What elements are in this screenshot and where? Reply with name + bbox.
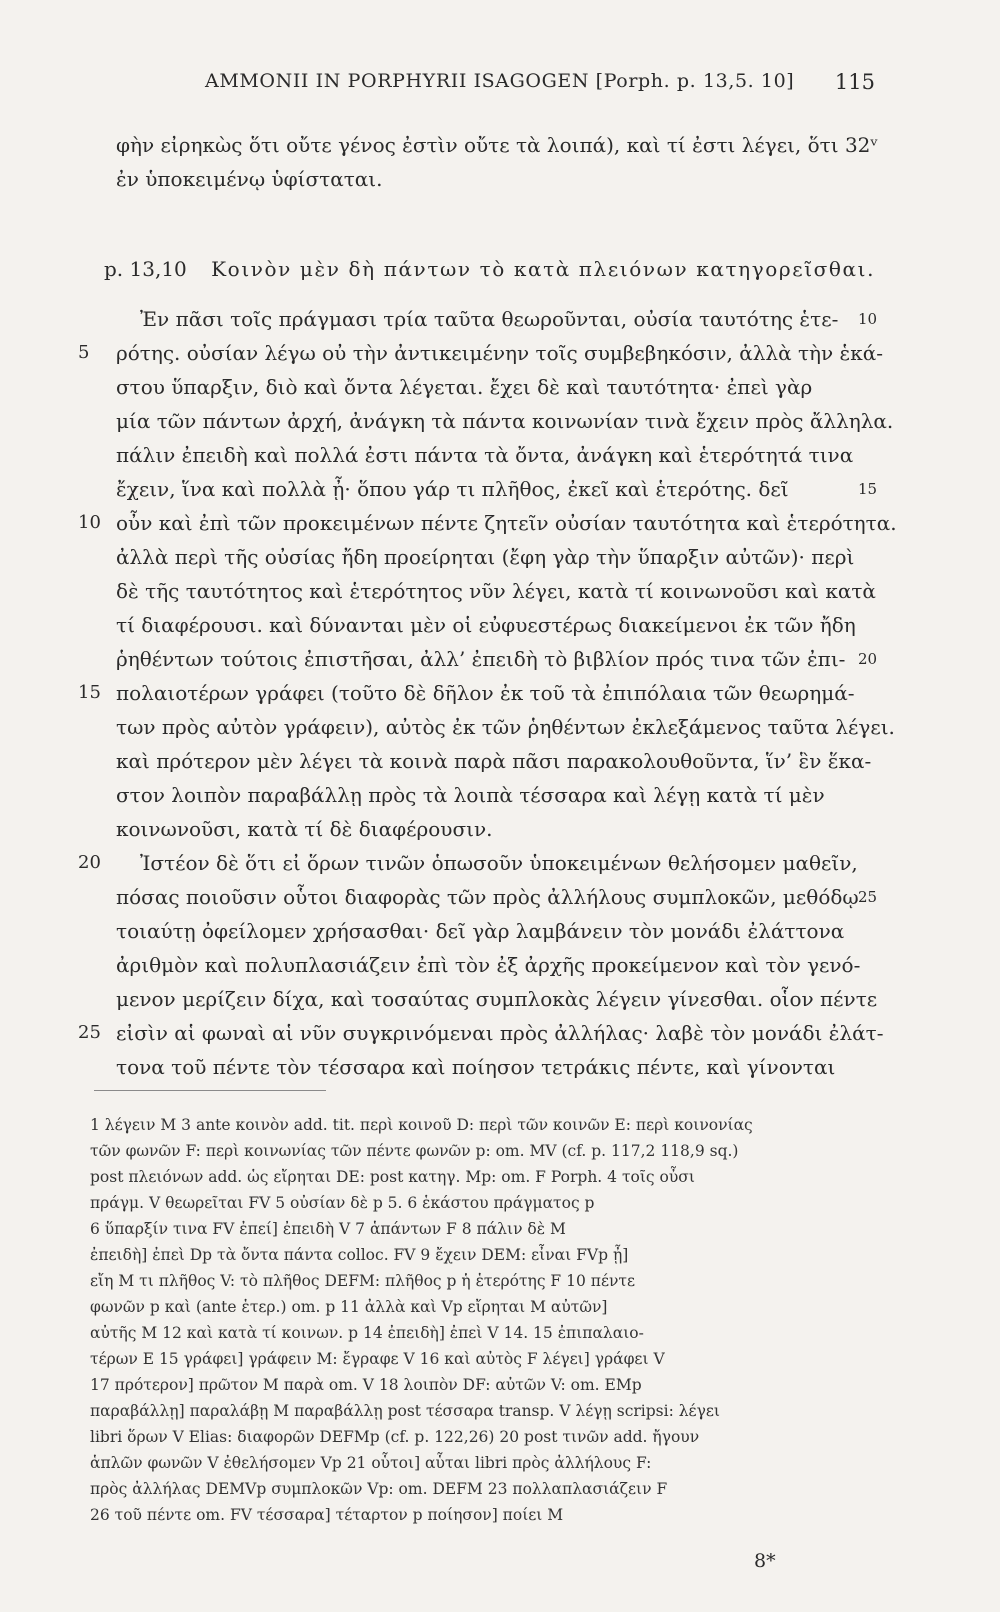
apparatus-line: πρὸς ἀλλήλας DEMVp συμπλοκῶν Vp: om. DEFM 23 πολλαπλασιάζειν F [90,1480,668,1498]
text-line: δὲ τῆς ταυτότητος καὶ ἑτερότητος νῦν λέγει, κατὰ τί κοινωνοῦσι καὶ κατὰ [116,579,876,603]
apparatus-line: παραβάλλῃ] παραλάβῃ M παραβάλλῃ post τέσσαρα transp. V λέγῃ scripsi: λέγει [90,1402,720,1420]
apparatus-line: 1 λέγειν M 3 ante κοινὸν add. tit. περὶ κοινοῦ D: περὶ τῶν κοινῶν E: περὶ κοινονίας [90,1116,753,1134]
text-line: ἔχειν, ἵνα καὶ πολλὰ ᾖ· ὅπου γάρ τι πλῆθος, ἐκεῖ καὶ ἑτερότης. δεῖ [116,477,789,501]
text-line: Ἐν πᾶσι τοῖς πράγμασι τρία ταῦτα θεωροῦνται, οὐσία ταυτότης ἑτε- [140,307,839,331]
text-line: κοινωνοῦσι, κατὰ τί δὲ διαφέρουσιν. [116,817,493,841]
text-line: μενον μερίζειν δίχα, καὶ τοσαύτας συμπλοκὰς λέγειν γίνεσθαι. οἷον πέντε [116,987,878,1011]
text-line: ἀριθμὸν καὶ πολυπλασιάζειν ἐπὶ τὸν ἐξ ἀρχῆς προκείμενον καὶ τὸν γενό- [116,953,861,977]
intro-line: φὴν εἰρηκὼς ὅτι οὔτε γένος ἐστὶν οὔτε τὰ λοιπά), καὶ τί ἐστι λέγει, ὅτι 32ᵛ [116,133,878,157]
apparatus-line: 26 τοῦ πέντε om. FV τέσσαρα] τέταρτον p ποίησον] ποίει M [90,1506,564,1524]
line-number: 25 [78,1022,101,1043]
text-line: ῥηθέντων τούτοις ἐπιστῆσαι, ἀλλ’ ἐπειδὴ τὸ βιβλίον πρός τινα τῶν ἐπι- [116,647,846,671]
apparatus-line: 17 πρότερον] πρῶτον M παρὰ om. V 18 λοιπὸν DF: αὐτῶν V: om. EMp [90,1376,642,1394]
section-reference: p. 13,10 [104,257,187,281]
source-line-number: 20 [858,650,878,668]
text-line: στον λοιπὸν παραβάλλῃ πρὸς τὰ λοιπὰ τέσσαρα καὶ λέγῃ κατὰ τί μὲν [116,783,825,807]
line-number: 20 [78,852,101,873]
apparatus-line: post πλειόνων add. ὡς εἴρηται DE: post κατηγ. Mp: om. F Porph. 4 τοῖς οὖσι [90,1168,695,1186]
source-line-number: 10 [858,310,878,328]
text-line: ρότης. οὐσίαν λέγω οὐ τὴν ἀντικειμένην τοῖς συμβεβηκόσιν, ἀλλὰ τὴν ἑκά- [116,341,884,365]
line-number: 5 [78,342,90,363]
line-number: 15 [78,682,101,703]
section-heading [104,257,875,281]
text-line: πολαιοτέρων γράφει (τοῦτο δὲ δῆλον ἐκ τοῦ τὰ ἐπιπόλαια τῶν θεωρημά- [116,681,855,705]
source-line-number: 15 [858,480,878,498]
page-number: 115 [834,70,875,94]
text-line: μία τῶν πάντων ἀρχή, ἀνάγκη τὰ πάντα κοινωνίαν τινὰ ἔχειν πρὸς ἄλληλα. [116,409,894,433]
text-line: εἰσὶν αἱ φωναὶ αἱ νῦν συγκρινόμεναι πρὸς ἀλλήλας· λαβὲ τὸν μονάδι ἐλάτ- [116,1021,884,1045]
footnote-rule [94,1090,326,1091]
apparatus-line: φωνῶν p καὶ (ante ἑτερ.) om. p 11 ἀλλὰ καὶ Vp εἴρηται M αὐτῶν] [90,1298,608,1316]
text-line: οὖν καὶ ἐπὶ τῶν προκειμένων πέντε ζητεῖν οὐσίαν ταυτότητα καὶ ἑτερότητα. [116,511,897,535]
text-line: Ἰστέον δὲ ὅτι εἰ ὅρων τινῶν ὁπωσοῦν ὑποκειμένων θελήσομεν μαθεῖν, [140,851,858,875]
apparatus-line: τέρων E 15 γράφει] γράφειν M: ἔγραφε V 16 καὶ αὐτὸς F λέγει] γράφει V [90,1350,665,1368]
text-line: των πρὸς αὐτὸν γράφειν), αὐτὸς ἐκ τῶν ῥηθέντων ἐκλεξάμενος ταῦτα λέγει. [116,715,895,739]
line-number: 10 [78,512,101,533]
apparatus-line: 6 ὕπαρξίν τινα FV ἐπεί] ἐπειδὴ V 7 ἁπάντων F 8 πάλιν δὲ M [90,1220,566,1238]
apparatus-line: πράγμ. V θεωρεῖται FV 5 οὐσίαν δὲ p 5. 6 ἑκάστου πράγματος p [90,1194,595,1212]
text-line: τονα τοῦ πέντε τὸν τέσσαρα καὶ ποίησον τετράκις πέντε, καὶ γίνονται [116,1055,836,1079]
apparatus-line: ἐπειδὴ] ἐπεὶ Dp τὰ ὄντα πάντα colloc. FV 9 ἔχειν DEM: εἶναι FVp ᾖ] [90,1246,629,1264]
running-header [205,70,875,100]
intro-line: ἐν ὑποκειμένῳ ὑφίσταται. [116,167,383,191]
section-lemma: Κοινὸν μὲν δὴ πάντων τὸ κατὰ πλειόνων κατηγορεῖσθαι. [211,257,876,281]
apparatus-line: ἁπλῶν φωνῶν V ἐθελήσομεν Vp 21 οὗτοι] αὗται libri πρὸς ἀλλήλους F: [90,1454,652,1472]
text-line: στου ὕπαρξιν, διὸ καὶ ὄντα λέγεται. ἔχει δὲ καὶ ταυτότητα· ἐπεὶ γὰρ [116,375,813,399]
critical-apparatus [90,1112,900,1528]
apparatus-line: libri ὅρων V Elias: διαφορῶν DEFMp (cf. p. 122,26) 20 post τινῶν add. ἤγουν [90,1428,700,1446]
apparatus-line: τῶν φωνῶν F: περὶ κοινωνίας τῶν πέντε φωνῶν p: om. MV (cf. p. 117,2 118,9 sq.) [90,1142,739,1160]
apparatus-line: αὐτῆς M 12 καὶ κατὰ τί κοινων. p 14 ἐπειδὴ] ἐπεὶ V 14. 15 ἐπιπαλαιο- [90,1324,644,1342]
text-line: πόσας ποιοῦσιν οὗτοι διαφορὰς τῶν πρὸς ἀλλήλους συμπλοκῶν, μεθόδῳ [116,885,859,909]
source-line-number: 25 [858,888,878,906]
text-line: πάλιν ἐπειδὴ καὶ πολλά ἐστι πάντα τὰ ὄντα, ἀνάγκη καὶ ἑτερότητά τινα [116,443,854,467]
text-line: τοιαύτῃ ὀφείλομεν χρήσασθαι· δεῖ γὰρ λαμβάνειν τὸν μονάδι ἐλάττονα [116,919,845,943]
running-title: AMMONII IN PORPHYRII ISAGOGEN [Porph. p. 13,5. 10] [205,70,795,92]
signature-mark: 8* [754,1550,776,1572]
text-line: τί διαφέρουσι. καὶ δύνανται μὲν οἱ εὐφυεστέρως διακείμενοι ἐκ τῶν ἤδη [116,613,856,637]
apparatus-line: εἴη M τι πλῆθος V: τὸ πλῆθος DEFM: πλῆθος p ἡ ἑτερότης F 10 πέντε [90,1272,636,1290]
text-line: καὶ πρότερον μὲν λέγει τὰ κοινὰ παρὰ πᾶσι παρακολουθοῦντα, ἵν’ ἓν ἕκα- [116,749,872,773]
text-line: ἀλλὰ περὶ τῆς οὐσίας ἤδη προείρηται (ἔφη γὰρ τὴν ὕπαρξιν αὐτῶν)· περὶ [116,545,855,569]
